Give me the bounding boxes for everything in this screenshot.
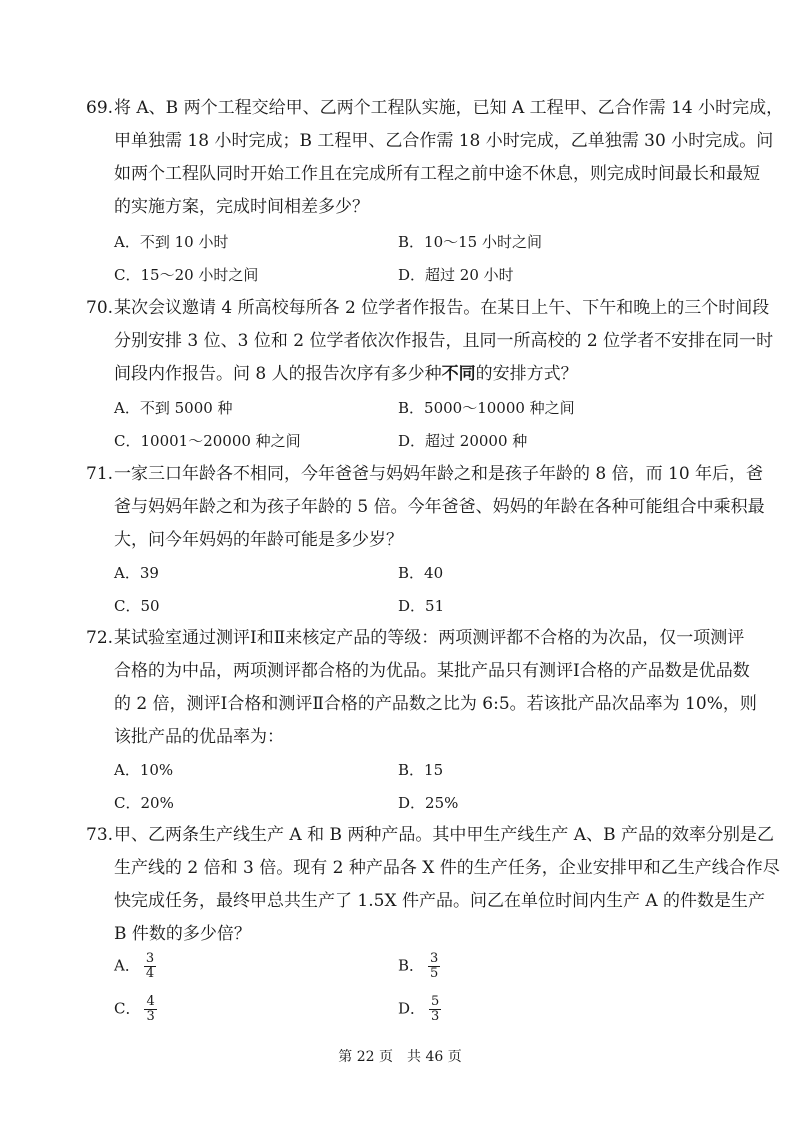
option-c: C． $\frac{4}{3}$ [114,994,155,1024]
option-c: C．15～20 小时之间 [114,266,259,284]
option-d: D．超过 20000 种 [398,432,528,450]
question-stem-line: 大，问今年妈妈的年龄可能是多少岁？ [114,530,403,550]
question-stem-line: 该批产品的优品率为： [114,727,284,747]
question-number: 73. [86,825,114,845]
question-stem-line: 生产线的 2 倍和 3 倍。现有 2 种产品各 X 件的生产任务，企业安排甲和乙生产线合作尽 [114,858,780,878]
question-stem-line: 的实施方案，完成时间相差多少？ [114,197,369,217]
option-b: B．5000～10000 种之间 [398,399,575,417]
question-number: 72. [86,628,114,648]
question-stem-line: 分别安排 3 位、3 位和 2 位学者依次作报告，且同一所高校的 2 位学者不安排在同一时 [114,331,774,351]
fraction: $\frac{3}{4}$ [145,951,155,981]
option-b: B．40 [398,564,444,582]
question-stem-line: 爸与妈妈年龄之和为孩子年龄的 5 倍。今年爸爸、妈妈的年龄在各种可能组合中乘积最 [114,497,765,517]
option-a: A．不到 10 小时 [114,233,229,251]
fraction: $\frac{4}{3}$ [146,994,155,1024]
question-stem-line: 73.甲、乙两条生产线生产 A 和 B 两种产品。其中甲生产线生产 A、B 产品的效率分别是乙 [86,825,774,845]
question-stem-line: 70.某次会议邀请 4 所高校每所各 2 位学者作报告。在某日上午、下午和晚上的三个时间段 [86,298,770,318]
question-number: 70. [86,298,114,318]
option-a: A．10% [114,761,174,779]
option-d: D．超过 20 小时 [398,266,514,284]
fraction: $\frac{5}{3}$ [431,994,440,1024]
option-b: B． $\frac{3}{5}$ [398,951,439,981]
emphasis-text: 不同 [441,364,476,384]
question-stem-line: 间段内作报告。问 8 人的报告次序有多少种不同的安排方式？ [114,364,578,384]
option-c: C．20% [114,794,174,812]
option-b: B．10～15 小时之间 [398,233,542,251]
option-d: D． $\frac{5}{3}$ [398,994,440,1024]
question-stem-line: B 件数的多少倍？ [114,924,251,944]
question-number: 69. [86,98,114,118]
option-d: D．25% [398,794,459,812]
fraction: $\frac{3}{5}$ [430,951,439,981]
question-stem-line: 合格的为中品，两项测评都合格的为优品。某批产品只有测评Ⅰ合格的产品数是优品数 [114,661,750,681]
question-stem-line: 72.某试验室通过测评Ⅰ和Ⅱ来核定产品的等级：两项测评都不合格的为次品，仅一项测评 [86,628,745,648]
question-stem-line: 如两个工程队同时开始工作且在完成所有工程之前中途不休息，则完成时间最长和最短 [114,164,760,184]
option-a: A．不到 5000 种 [114,399,233,417]
option-c: C．50 [114,597,160,615]
option-a: A． $\frac{3}{4}$ [114,951,155,981]
question-stem-line: 甲单独需 18 小时完成；B 工程甲、乙合作需 18 小时完成，乙单独需 30 小时完成。问 [114,131,774,151]
question-stem-line: 71.一家三口年龄各不相同，今年爸爸与妈妈年龄之和是孩子年龄的 8 倍，而 10 年后，爸 [86,464,764,484]
question-number: 71. [86,464,114,484]
question-stem-line: 快完成任务，最终甲总共生产了 1.5X 件产品。问乙在单位时间内生产 A 的件数是生产 [114,891,766,911]
page-footer: 第 22 页 共 46 页 [338,1049,462,1065]
question-stem-line: 的 2 倍，测评Ⅰ合格和测评Ⅱ合格的产品数之比为 6:5。若该批产品次品率为 10%，则 [114,694,757,714]
option-b: B．15 [398,761,444,779]
option-a: A．39 [114,564,159,582]
question-stem-line: 69.将 A、B 两个工程交给甲、乙两个工程队实施，已知 A 工程甲、乙合作需 14 小时完成， [86,98,784,118]
option-d: D．51 [398,597,445,615]
option-c: C．10001～20000 种之间 [114,432,301,450]
